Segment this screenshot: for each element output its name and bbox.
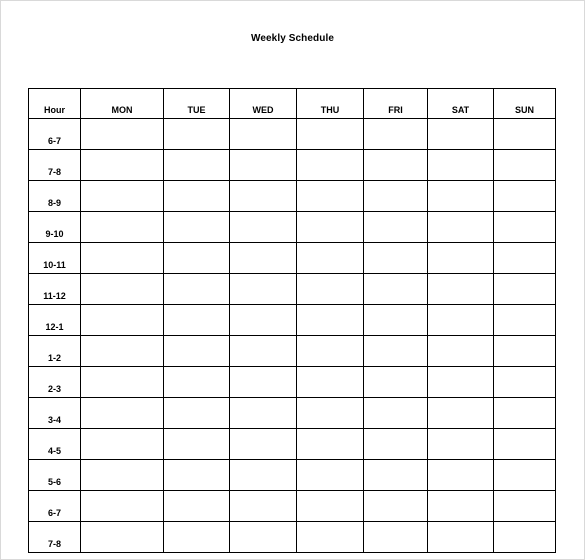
table-row [29, 119, 556, 150]
schedule-cell-thu[interactable] [297, 274, 364, 305]
schedule-cell-mon[interactable] [81, 398, 164, 429]
schedule-cell-sun[interactable] [494, 336, 556, 367]
schedule-cell-fri[interactable] [364, 491, 428, 522]
schedule-cell-sat[interactable] [428, 336, 494, 367]
schedule-cell-fri[interactable] [364, 274, 428, 305]
schedule-cell-tue[interactable] [164, 274, 230, 305]
column-header-mon: MON [81, 89, 164, 119]
schedule-cell-mon[interactable] [81, 181, 164, 212]
column-header-sun: SUN [494, 89, 556, 119]
schedule-cell-fri[interactable] [364, 336, 428, 367]
column-header-wed: WED [230, 89, 297, 119]
schedule-cell-tue[interactable] [164, 305, 230, 336]
schedule-cell-tue[interactable] [164, 119, 230, 150]
schedule-cell-thu[interactable] [297, 305, 364, 336]
schedule-cell-sat[interactable] [428, 491, 494, 522]
schedule-cell-mon[interactable] [81, 429, 164, 460]
table-row [29, 429, 556, 460]
schedule-cell-mon[interactable] [81, 305, 164, 336]
table-row [29, 491, 556, 522]
hour-label: 11-12 [29, 274, 81, 305]
hour-label: 6-7 [29, 119, 81, 150]
schedule-cell-sat[interactable] [428, 243, 494, 274]
schedule-cell-mon[interactable] [81, 243, 164, 274]
schedule-cell-wed[interactable] [230, 429, 297, 460]
schedule-cell-sun[interactable] [494, 212, 556, 243]
schedule-cell-sun[interactable] [494, 243, 556, 274]
schedule-cell-sat[interactable] [428, 119, 494, 150]
schedule-cell-fri[interactable] [364, 243, 428, 274]
schedule-cell-sat[interactable] [428, 150, 494, 181]
schedule-cell-sun[interactable] [494, 522, 556, 553]
schedule-cell-tue[interactable] [164, 367, 230, 398]
hour-label: 2-3 [29, 367, 81, 398]
schedule-cell-wed[interactable] [230, 367, 297, 398]
hour-label: 1-2 [29, 336, 81, 367]
schedule-cell-fri[interactable] [364, 150, 428, 181]
schedule-cell-tue[interactable] [164, 460, 230, 491]
schedule-cell-sun[interactable] [494, 491, 556, 522]
table-row [29, 522, 556, 553]
table-row [29, 243, 556, 274]
schedule-cell-thu[interactable] [297, 336, 364, 367]
table-row [29, 274, 556, 305]
schedule-cell-mon[interactable] [81, 119, 164, 150]
schedule-cell-thu[interactable] [297, 367, 364, 398]
schedule-cell-tue[interactable] [164, 212, 230, 243]
schedule-cell-fri[interactable] [364, 460, 428, 491]
header-row [29, 89, 556, 119]
schedule-cell-mon[interactable] [81, 150, 164, 181]
schedule-cell-mon[interactable] [81, 367, 164, 398]
schedule-cell-wed[interactable] [230, 150, 297, 181]
table-row [29, 367, 556, 398]
schedule-cell-fri[interactable] [364, 429, 428, 460]
schedule-cell-tue[interactable] [164, 181, 230, 212]
hour-label: 4-5 [29, 429, 81, 460]
hour-label: 7-8 [29, 150, 81, 181]
schedule-cell-wed[interactable] [230, 460, 297, 491]
schedule-cell-fri[interactable] [364, 522, 428, 553]
schedule-cell-wed[interactable] [230, 274, 297, 305]
table-row [29, 212, 556, 243]
schedule-cell-sat[interactable] [428, 274, 494, 305]
schedule-body [29, 119, 556, 553]
hour-label: 6-7 [29, 491, 81, 522]
schedule-cell-mon[interactable] [81, 212, 164, 243]
column-header-fri: FRI [364, 89, 428, 119]
schedule-cell-thu[interactable] [297, 522, 364, 553]
schedule-cell-tue[interactable] [164, 150, 230, 181]
schedule-cell-sat[interactable] [428, 460, 494, 491]
schedule-cell-thu[interactable] [297, 243, 364, 274]
schedule-cell-sun[interactable] [494, 305, 556, 336]
schedule-cell-sat[interactable] [428, 522, 494, 553]
schedule-cell-wed[interactable] [230, 336, 297, 367]
table-row [29, 460, 556, 491]
schedule-cell-thu[interactable] [297, 460, 364, 491]
hour-label: 10-11 [29, 243, 81, 274]
schedule-cell-wed[interactable] [230, 305, 297, 336]
table-row [29, 181, 556, 212]
schedule-cell-wed[interactable] [230, 522, 297, 553]
schedule-cell-wed[interactable] [230, 398, 297, 429]
column-header-thu: THU [297, 89, 364, 119]
schedule-cell-wed[interactable] [230, 491, 297, 522]
schedule-cell-thu[interactable] [297, 398, 364, 429]
schedule-cell-thu[interactable] [297, 491, 364, 522]
schedule-cell-tue[interactable] [164, 336, 230, 367]
schedule-cell-wed[interactable] [230, 212, 297, 243]
page-title: Weekly Schedule [250, 33, 335, 44]
schedule-cell-sun[interactable] [494, 119, 556, 150]
schedule-cell-sun[interactable] [494, 460, 556, 491]
schedule-cell-fri[interactable] [364, 212, 428, 243]
schedule-cell-sun[interactable] [494, 398, 556, 429]
hour-label: 12-1 [29, 305, 81, 336]
schedule-cell-mon[interactable] [81, 522, 164, 553]
schedule-cell-sat[interactable] [428, 212, 494, 243]
schedule-cell-tue[interactable] [164, 522, 230, 553]
hour-label: 3-4 [29, 398, 81, 429]
schedule-cell-thu[interactable] [297, 150, 364, 181]
schedule-cell-sat[interactable] [428, 305, 494, 336]
schedule-cell-sun[interactable] [494, 150, 556, 181]
table-row [29, 336, 556, 367]
schedule-cell-fri[interactable] [364, 181, 428, 212]
schedule-cell-sun[interactable] [494, 181, 556, 212]
schedule-cell-tue[interactable] [164, 398, 230, 429]
schedule-cell-mon[interactable] [81, 491, 164, 522]
schedule-cell-thu[interactable] [297, 181, 364, 212]
hour-label: 5-6 [29, 460, 81, 491]
column-header-hour: Hour [29, 89, 81, 119]
table-row [29, 398, 556, 429]
column-header-sat: SAT [428, 89, 494, 119]
schedule-cell-tue[interactable] [164, 429, 230, 460]
schedule-cell-thu[interactable] [297, 429, 364, 460]
schedule-cell-tue[interactable] [164, 491, 230, 522]
column-header-tue: TUE [164, 89, 230, 119]
schedule-cell-thu[interactable] [297, 212, 364, 243]
schedule-cell-thu[interactable] [297, 119, 364, 150]
schedule-cell-fri[interactable] [364, 398, 428, 429]
schedule-cell-sat[interactable] [428, 181, 494, 212]
schedule-cell-wed[interactable] [230, 119, 297, 150]
schedule-cell-sun[interactable] [494, 367, 556, 398]
table-row [29, 150, 556, 181]
schedule-cell-sun[interactable] [494, 274, 556, 305]
schedule-cell-wed[interactable] [230, 243, 297, 274]
schedule-cell-mon[interactable] [81, 274, 164, 305]
hour-label: 8-9 [29, 181, 81, 212]
schedule-cell-mon[interactable] [81, 460, 164, 491]
table-row [29, 305, 556, 336]
schedule-cell-fri[interactable] [364, 305, 428, 336]
schedule-cell-fri[interactable] [364, 367, 428, 398]
schedule-cell-sat[interactable] [428, 429, 494, 460]
schedule-cell-wed[interactable] [230, 181, 297, 212]
schedule-cell-tue[interactable] [164, 243, 230, 274]
schedule-cell-sat[interactable] [428, 398, 494, 429]
schedule-table [28, 88, 556, 553]
schedule-cell-sat[interactable] [428, 367, 494, 398]
schedule-cell-sun[interactable] [494, 429, 556, 460]
schedule-cell-mon[interactable] [81, 336, 164, 367]
hour-label: 7-8 [29, 522, 81, 553]
schedule-cell-fri[interactable] [364, 119, 428, 150]
hour-label: 9-10 [29, 212, 81, 243]
